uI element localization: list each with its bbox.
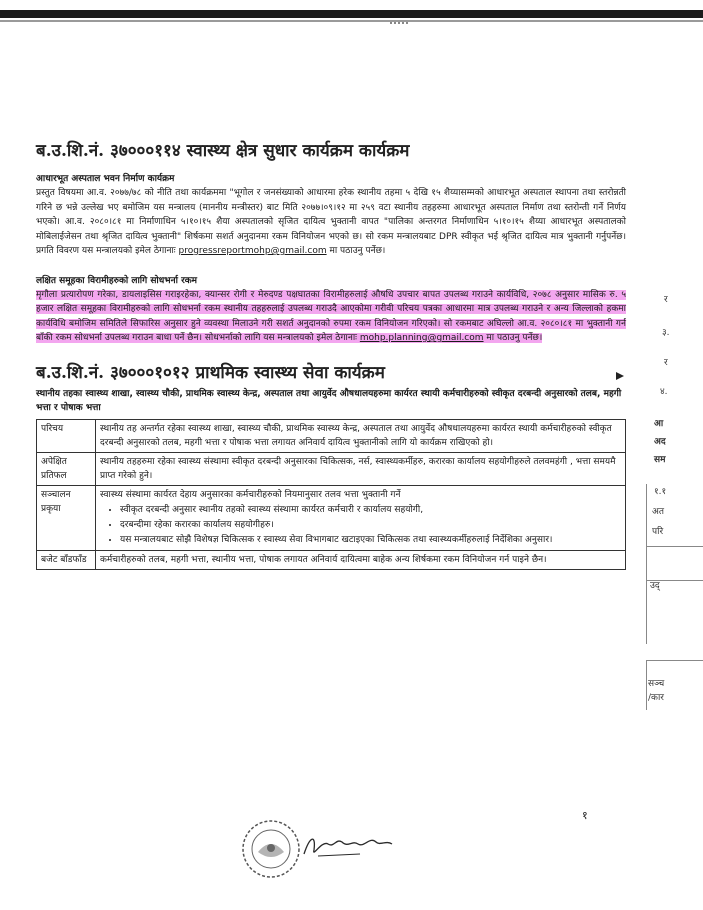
- page-number: १: [582, 809, 588, 822]
- subsection-2-heading: लक्षित समूहका विरामीहरुको लागि सोधभर्ना रकम: [36, 275, 198, 286]
- program-details-table: [36, 419, 626, 570]
- adjacent-page-fragment: सञ्च: [648, 679, 665, 689]
- adjacent-page-fragment: /कार: [648, 693, 664, 703]
- section-1-title: ब.उ.शि.नं. ३७०००११४ स्वास्थ्य क्षेत्र सुधार कार्यक्रम कार्यक्रम: [36, 141, 410, 161]
- subsection-2-tail: मा पठाउनु पर्नेछ।: [483, 333, 543, 343]
- row-label-introduction: परिचय: [37, 419, 96, 452]
- row-label-expected-output: अपेक्षित प्रतिफल: [37, 452, 96, 485]
- adjacent-page-fragment: ३.: [662, 328, 670, 338]
- subsection-2-paragraph: [36, 288, 626, 346]
- adjacent-page-fragment: सम: [654, 455, 666, 465]
- adjacent-page-fragment: आ: [654, 419, 664, 429]
- subsection-1-text: प्रस्तुत विषयमा आ.व. २०७७/७८ को नीति तथा कार्यक्रममा "भूगोल र जनसंख्याको आधारमा हरेक स्थानीय तहमा ५ देखि १५ शैय्यासम्मको आधारभूत अस्पताल स्थापना तथा स्तरोन्नती गरिने छ भन्ने उल्लेख भए बमोजिम यस मन्त्रालय (माननीय मन्त्रीस्तर) बाट मिति २०७७।०९।१२ मा २५९ वटा स्थानीय तहहरुमा आधारभूत अस्पताल निर्माण तथा स्तरोन्ती गर्ने निर्णय भएको। आ.व. २०८०।८१ मा निर्माणाधिन ५।१०।१५ शैया अस्पतालको सृजित दायित्व भुक्तानी वापत "पालिका अन्तरगत निर्माणाधिन ५।१०।१५ शैय्या आधारभूत अस्पतालको मोबिलाईजेसन तथा श्रृजित दायित्व भुक्तानी" शिर्षकमा सशर्त अनुदानमा रकम विनियोजन भएको छ। सो रकम मन्त्रालयबाट DPR स्वीकृत भई श्रृजित दायित्व मात्र भुक्तानी गर्नुपर्नेछ। प्रगति विवरण यस मन्त्रालयको इमेल ठेगानाः: [36, 188, 626, 256]
- subsection-1-paragraph: [36, 186, 626, 259]
- row-text-expected-output: स्थानीय तहहरुमा रहेका स्वास्थ्य संस्थामा स्वीकृत दरबन्दी अनुसारका चिकित्सक, नर्स, स्वास्थ्यकर्मीहरु, करारका कार्यालय सहयोगीहरुले तलवमहंगी , भत्ता समयमै प्राप्त गरेको हुने।: [96, 452, 626, 485]
- section-2-title: ब.उ.शि.नं. ३७०००१०१२ प्राथमिक स्वास्थ्य सेवा कार्यक्रम: [36, 362, 385, 383]
- subsection-1-tail: मा पठाउनु पर्नेछ।: [326, 246, 386, 256]
- adjacent-page-rule: [646, 546, 703, 547]
- adjacent-page-fragment: अद: [654, 437, 666, 447]
- procedure-list: [100, 503, 621, 547]
- list-item: • दरबन्दीमा रहेका करारका कार्यालय सहयोगीहरु।: [120, 518, 621, 532]
- official-stamp-icon: [240, 818, 302, 880]
- section-2: [36, 360, 626, 570]
- section-2-subheading: स्थानीय तहका स्वास्थ्य शाखा, स्वास्थ्य चौकी, प्राथमिक स्वास्थ्य केन्द्र, अस्पताल तथा आयुर्वेद औषधालयहरुमा कार्यरत स्थायी कर्मचारीहरुको स्वीकृत दरबन्दी अनुसारको तलब, महगी भत्ता र पोषाक भत्ता: [36, 388, 622, 413]
- table-row: [37, 452, 626, 485]
- table-row: [37, 419, 626, 452]
- row-text-introduction: स्थानीय तह अन्तर्गत रहेका स्वास्थ्य शाखा, स्वास्थ्य चौकी, प्राथमिक स्वास्थ्य केन्द्र, अस्पताल तथा आयुर्वेद औषधालयहरुमा कार्यरत स्थायी कर्मचारीहरुको स्वीकृत दरबन्दी अनुसारको तलब, महगी भत्ता र पोषाक भत्ता लगायत अनिवार्य दायित्व भुक्तानीको लागि यो कार्यक्रम राखिएको हो।: [96, 419, 626, 452]
- subsection-2-highlighted-text: मृगौला प्रत्यारोपण गरेका, डायलाइसिस गराइरहेका, क्यान्सर रोगी र मेरुदण्ड पक्षघातका विरामीहरुलाई औषधि उपचार बापत उपलब्ध गराउने कार्यविधि, २०७८ अनुसार मासिक रु. ५ हजार लक्षित समूहका विरामीहरुको लागि सोधभर्ना रकम स्थानीय तहहरुलाई उपलब्ध गराउदै आएकोमा गरीवी परिचय पत्रका आधारमा मात्र उपलब्ध गराउने र अन्य जिल्लाको हकमा कार्यविधि बमोजिम समितिले सिफारिस अनुसार हुने व्यवस्था मिलाउने गरी सशर्त अनुदानको रुपमा रकम विनियोजन गरिएको। सो रकमबाट अघिल्लो आ.व. २०८०।८१ मा भुक्तानी गर्न बाँकी रकम सोधभर्ना उपलब्ध गराउन बाधा पर्ने छैन। सोधभर्नाको लागि यस मन्त्रालयको इमेल ठेगानाः: [36, 289, 626, 343]
- scan-smudge: [390, 22, 408, 36]
- adjacent-page-fragment: १.१: [654, 487, 667, 497]
- signature-icon: [300, 826, 396, 862]
- adjacent-page-border: [646, 484, 647, 644]
- adjacent-page-fragment: र: [664, 358, 668, 368]
- progress-report-email[interactable]: progressreportmohp@gmail.com: [178, 246, 327, 256]
- row-label-budget: बजेट बाँडफाँड: [37, 550, 96, 569]
- row-text-budget: कर्मचारीहरुको तलब, महगी भत्ता, स्थानीय भत्ता, पोषाक लगायत अनिवार्य दायित्वमा बाहेक अन्य शिर्षकमा रकम विनियोजन गर्न पाइने छैन।: [96, 550, 626, 569]
- margin-arrow-icon: [616, 372, 624, 380]
- planning-email[interactable]: mohp.planning@gmail.com: [359, 333, 484, 343]
- adjacent-page-border: [646, 660, 647, 710]
- adjacent-page-fragment: परि: [652, 527, 664, 537]
- table-row: [37, 485, 626, 550]
- adjacent-page-rule: [646, 660, 703, 661]
- scan-top-border: [0, 10, 703, 18]
- table-row: [37, 550, 626, 569]
- row-label-procedure: सञ्चालन प्रकृया: [37, 485, 96, 550]
- adjacent-page-fragment: उद्: [650, 581, 660, 591]
- scan-top-shadow: [0, 20, 703, 22]
- adjacent-page-fragment: ४.: [660, 387, 668, 397]
- row-text-procedure: [96, 485, 626, 550]
- list-item: • स्वीकृत दरबन्दी अनुसार स्थानीय तहको स्वास्थ्य संस्थामा कार्यरत कर्मचारी र कार्यालय सहयोगी,: [120, 503, 621, 517]
- adjacent-page-fragment: र: [664, 295, 668, 305]
- subsection-1-heading: आधारभूत अस्पताल भवन निर्माण कार्यक्रम: [36, 174, 175, 184]
- procedure-intro: स्वास्थ्य संस्थामा कार्यरत देहाय अनुसारका कर्मचारीहरुको नियमानुसार तलव भत्ता भुक्तानी गर्ने: [100, 489, 401, 500]
- document-body: [36, 138, 626, 570]
- adjacent-page-fragment: अत: [652, 507, 665, 517]
- list-item: • यस मन्त्रालयबाट सोझै विशेषज्ञ चिकित्सक र स्वास्थ्य सेवा विभागबाट खटाइएका चिकित्सक तथा स्वास्थ्यकर्मीहरुलाई निर्देशिका अनुसार।: [120, 533, 621, 547]
